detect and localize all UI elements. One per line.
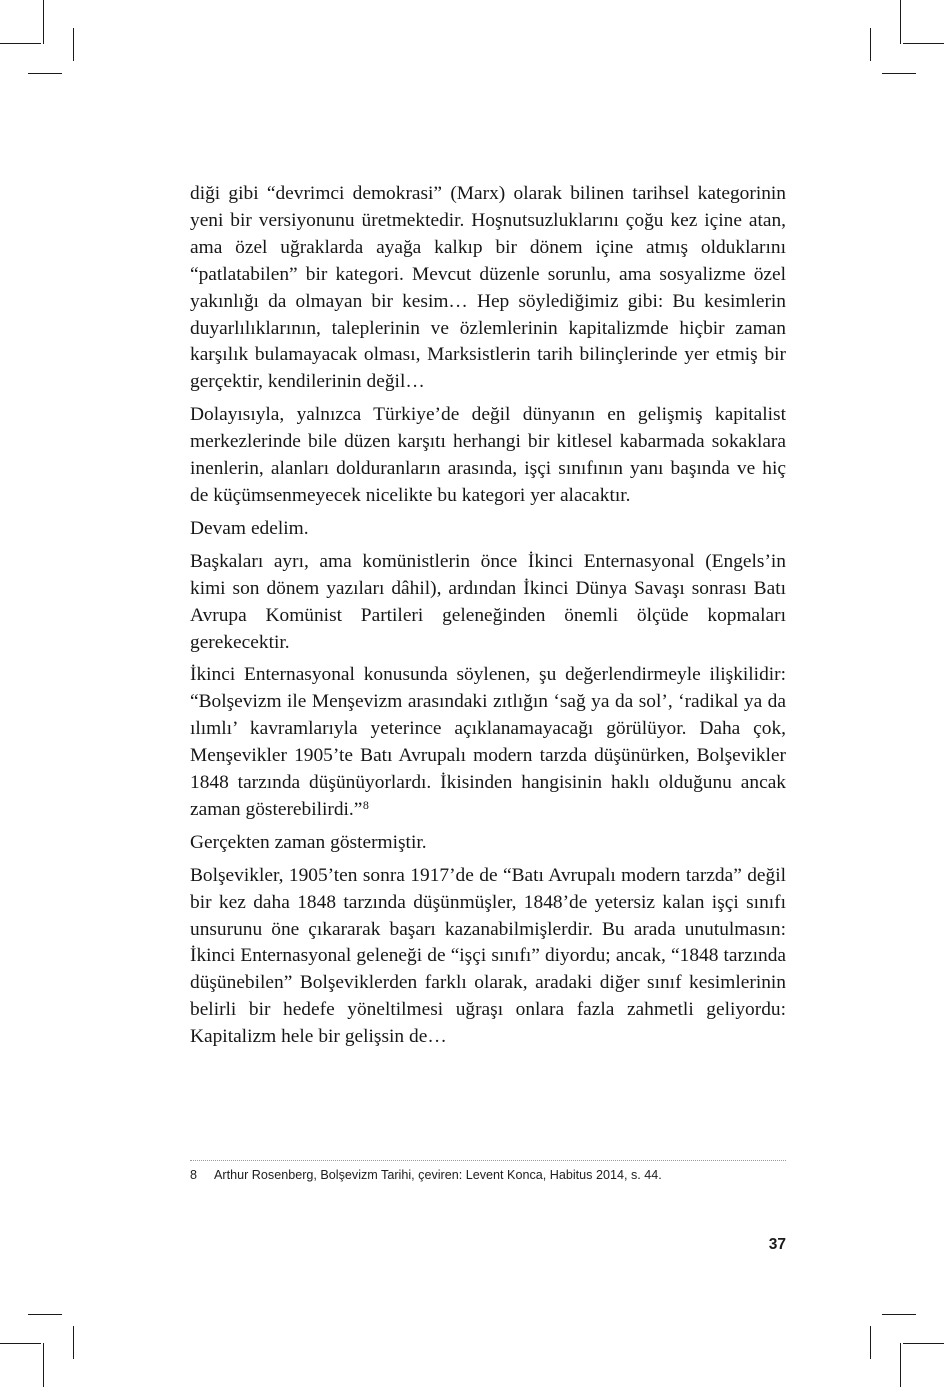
inner-crop-mark-top-left-horizontal xyxy=(28,73,62,74)
footnote-number: 8 xyxy=(190,1168,198,1182)
inner-crop-mark-top-right-horizontal xyxy=(882,73,916,74)
paragraph-7: Bolşevikler, 1905’ten sonra 1917’de de “Batı Avrupalı modern tarzda” değil bir kez daha 1848 tarzında düşünmüşler, 1848’de yetersiz kalan işçi sınıfı unsurunu öne çıkararak başarı kazanabilmişlerdir. Bu arada unutulmasın: İkinci Enternasyonal geleneği de “işçi sınıfı” diyordu; ancak, “1848 tarzında düşünebilen” Bolşeviklerden farklı olarak, aradaki diğer sınıf kesimlerinin belirli bir hedefe yöneltilmesi uğraşı onlara fazla zahmetli geliyordu: Kapitalizm hele bir gelişsin de… xyxy=(190,864,786,1048)
footnote-separator-rule xyxy=(190,1160,786,1161)
inner-crop-mark-bottom-right-vertical xyxy=(870,1326,871,1359)
crop-mark-bottom-left-horizontal xyxy=(0,1343,41,1344)
footnote-reference-8[interactable]: 8 xyxy=(362,798,369,813)
paragraph-3: Devam edelim. xyxy=(190,517,309,539)
footnote-block xyxy=(190,1160,786,1183)
footnote-citation-text: Arthur Rosenberg, Bolşevizm Tarihi, çeviren: Levent Konca, Habitus 2014, s. 44. xyxy=(214,1168,662,1182)
footnote-entry xyxy=(190,1167,786,1183)
crop-mark-bottom-left-vertical xyxy=(43,1343,44,1387)
inner-crop-mark-top-right-vertical xyxy=(870,28,871,61)
inner-crop-mark-bottom-left-horizontal xyxy=(28,1314,62,1315)
inner-crop-mark-bottom-left-vertical xyxy=(73,1326,74,1359)
paragraph-2: Dolayısıyla, yalnızca Türkiye’de değil dünyanın en gelişmiş kapitalist merkezlerinde bile düzen karşıtı herhangi bir kitlesel kabarmada sokaklara inenlerin, alanları dolduranların arasında, işçi sınıfının yanı başında ve hiç de küçümsenmeyecek nicelikte bu kategori yer alacaktır. xyxy=(190,404,786,506)
inner-crop-mark-bottom-right-horizontal xyxy=(882,1314,916,1315)
page-number: 37 xyxy=(768,1236,786,1253)
crop-mark-top-left-horizontal xyxy=(0,43,41,44)
crop-mark-top-right-horizontal xyxy=(903,43,944,44)
paragraph-6: Gerçekten zaman göstermiştir. xyxy=(190,831,427,853)
body-text-column xyxy=(190,181,786,1051)
quote-body: İkinci Enternasyonal konusunda söylenen, şu değerlendirmeyle ilişkilidir: “Bolşevizm ile Menşevizm arasındaki zıtlığın ‘sağ ya da sol’, ‘radikal ya da ılımlı’ kavramlarıyla yeterince açıklanamayacağı görülüyor. Daha çok, Menşevikler 1905’te Batı Avrupalı modern tarzda düşünürken, Bolşevikler 1848 tarzında düşünüyorlardı. İkisinden hangisinin haklı olduğunu ancak zaman gösterebilirdi.” xyxy=(190,664,786,820)
inner-crop-mark-top-left-vertical xyxy=(73,28,74,61)
paragraph-4: Başkaları ayrı, ama komünistlerin önce İkinci Enternasyonal (Engels’in kimi son dönem yazıları dâhil), ardından İkinci Dünya Savaşı sonrası Batı Avrupa Komünist Partileri geleneğinden önemli ölçüde kopmaları gerekecektir. xyxy=(190,550,786,653)
crop-mark-top-right-vertical xyxy=(900,0,901,44)
paragraph-1: diği gibi “devrimci demokrasi” (Marx) olarak bilinen tarihsel kategorinin yeni bir versiyonunu üretmektedir. Hoşnutsuzluklarını çoğu kez içine atan, ama özel uğraklarda ayağa kalkıp bir dönem içine atmış olduklarını “patlatabilen” bir kategori. Mevcut düzenle sorunlu, ama sosyalizme özel yakınlığı da olmayan bir kesim… Hep söylediğimiz gibi: Bu kesimlerin duyarlılıklarının, taleplerinin ve özlemlerinin kapitalizmde hiçbir zaman karşılık bulamayacak olması, Marksistlerin tarih bilinçlerinde yer etmiş bir gerçektir, kendilerinin değil… xyxy=(190,183,786,393)
crop-mark-bottom-right-horizontal xyxy=(903,1343,944,1344)
crop-mark-bottom-right-vertical xyxy=(900,1343,901,1387)
paragraph-5-quote xyxy=(190,662,786,823)
crop-mark-top-left-vertical xyxy=(43,0,44,44)
